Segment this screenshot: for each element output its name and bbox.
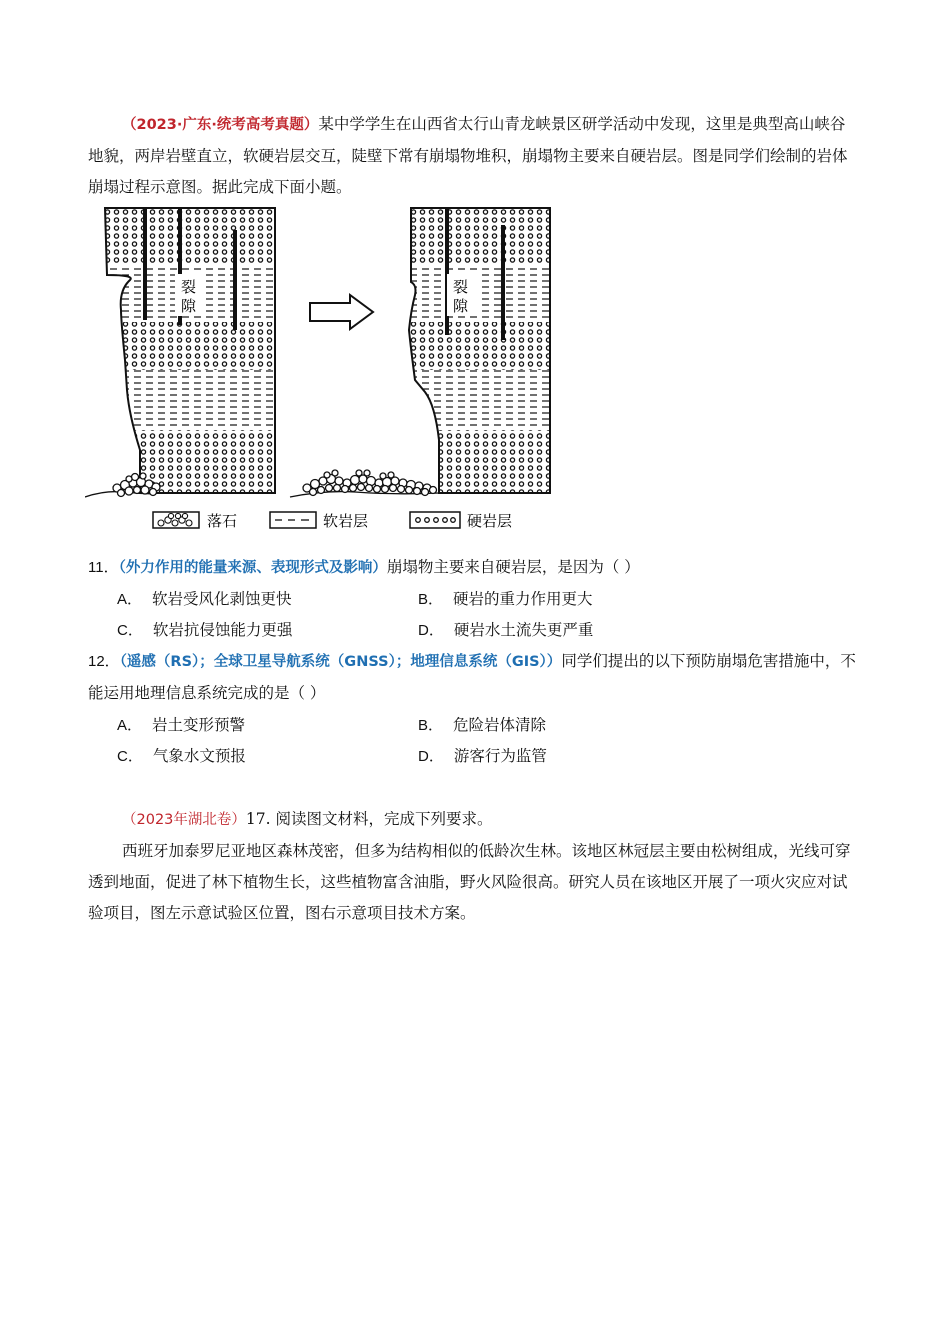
legend xyxy=(153,512,512,530)
q11-stem: 崩塌物主要来自硬岩层，是因为（ ） xyxy=(386,558,640,576)
q12-stem: 同学们提出的以下预防崩塌危害措施中，不能运用地理信息系统完成的是（ ） xyxy=(88,652,856,702)
left-crack-label-2: 隙 xyxy=(181,297,197,315)
arrow-icon xyxy=(310,295,373,329)
question-17 xyxy=(88,804,858,836)
q12-option-a-letter: A． xyxy=(117,717,143,734)
q17-material xyxy=(88,836,858,929)
q11-option-c xyxy=(117,615,292,646)
q12-source: （遥感（RS）；全球卫星导航系统（GNSS）；地理信息系统（GIS）） xyxy=(119,654,562,670)
q11-option-d-text: 硬岩水土流失更严重 xyxy=(453,621,594,639)
intro-paragraph xyxy=(88,109,858,203)
q11-number: 11． xyxy=(88,559,119,576)
q11-option-c-text: 软岩抗侵蚀能力更强 xyxy=(152,621,293,639)
q11-option-a-letter: A． xyxy=(117,591,143,608)
right-fallen-rocks xyxy=(290,470,439,497)
q12-option-a-text: 岩土变形预警 xyxy=(152,716,246,734)
q11-option-a xyxy=(117,584,292,615)
q11-option-b-letter: B． xyxy=(418,591,444,608)
q12-option-c-letter: C． xyxy=(117,748,143,765)
q11-option-b xyxy=(418,584,593,615)
q12-option-b-text: 危险岩体清除 xyxy=(453,716,547,734)
q17-material-text: 西班牙加泰罗尼亚地区森林茂密，但多为结构相似的低龄次生林。该地区林冠层主要由松树组成，光线可穿透到地面，促进了林下植物生长，这些植物富含油脂，野火风险很高。研究人员在该地区开展了一项火灾应对试验项目，图左示意试验区位置，图右示意项目技术方案。 xyxy=(88,842,851,922)
q11-option-b-text: 硬岩的重力作用更大 xyxy=(453,590,593,608)
intro-source: （2023·广东·统考高考真题） xyxy=(122,117,319,133)
q11-option-a-text: 软岩受风化剥蚀更快 xyxy=(152,590,292,608)
legend-fallen-rock-label: 落石 xyxy=(207,512,238,530)
q12-option-d-text: 游客行为监管 xyxy=(453,747,547,765)
q11-option-c-letter: C． xyxy=(117,622,143,639)
q11-option-d-letter: D． xyxy=(418,622,444,639)
question-12 xyxy=(88,646,858,709)
q17-stem: 17. 阅读图文材料，完成下列要求。 xyxy=(245,810,493,828)
q12-option-b xyxy=(418,710,546,741)
q12-option-b-letter: B． xyxy=(418,717,444,734)
q12-option-d-letter: D． xyxy=(418,748,444,765)
left-rock-layers xyxy=(85,208,285,493)
legend-hard-rock-swatch xyxy=(410,512,460,528)
q11-source: （外力作用的能量来源、表现形式及影响） xyxy=(118,560,387,576)
q17-source: （2023年湖北卷） xyxy=(122,812,246,828)
right-crack-label-1: 裂 xyxy=(453,278,469,296)
right-crack-label-2: 隙 xyxy=(453,297,469,315)
q12-option-d xyxy=(418,741,547,772)
q12-option-c-text: 气象水文预报 xyxy=(152,747,246,765)
legend-hard-rock-label: 硬岩层 xyxy=(467,512,513,530)
q12-number: 12． xyxy=(88,653,120,670)
q12-option-c xyxy=(117,741,246,772)
left-crack-label-1: 裂 xyxy=(181,278,197,296)
q12-option-a xyxy=(117,710,245,741)
intro-text: 某中学学生在山西省太行山青龙峡景区研学活动中发现，这里是典型高山峡谷地貌，两岸岩壁直立，软硬岩层交互，陡壁下常有崩塌物堆积，崩塌物主要来自硬岩层。图是同学们绘制的岩体崩塌过程示意图。据此完成下面小题。 xyxy=(88,115,848,196)
question-11 xyxy=(88,552,858,584)
rock-collapse-diagram xyxy=(85,200,555,540)
legend-soft-rock-label: 软岩层 xyxy=(323,512,369,530)
q11-option-d xyxy=(418,615,593,646)
